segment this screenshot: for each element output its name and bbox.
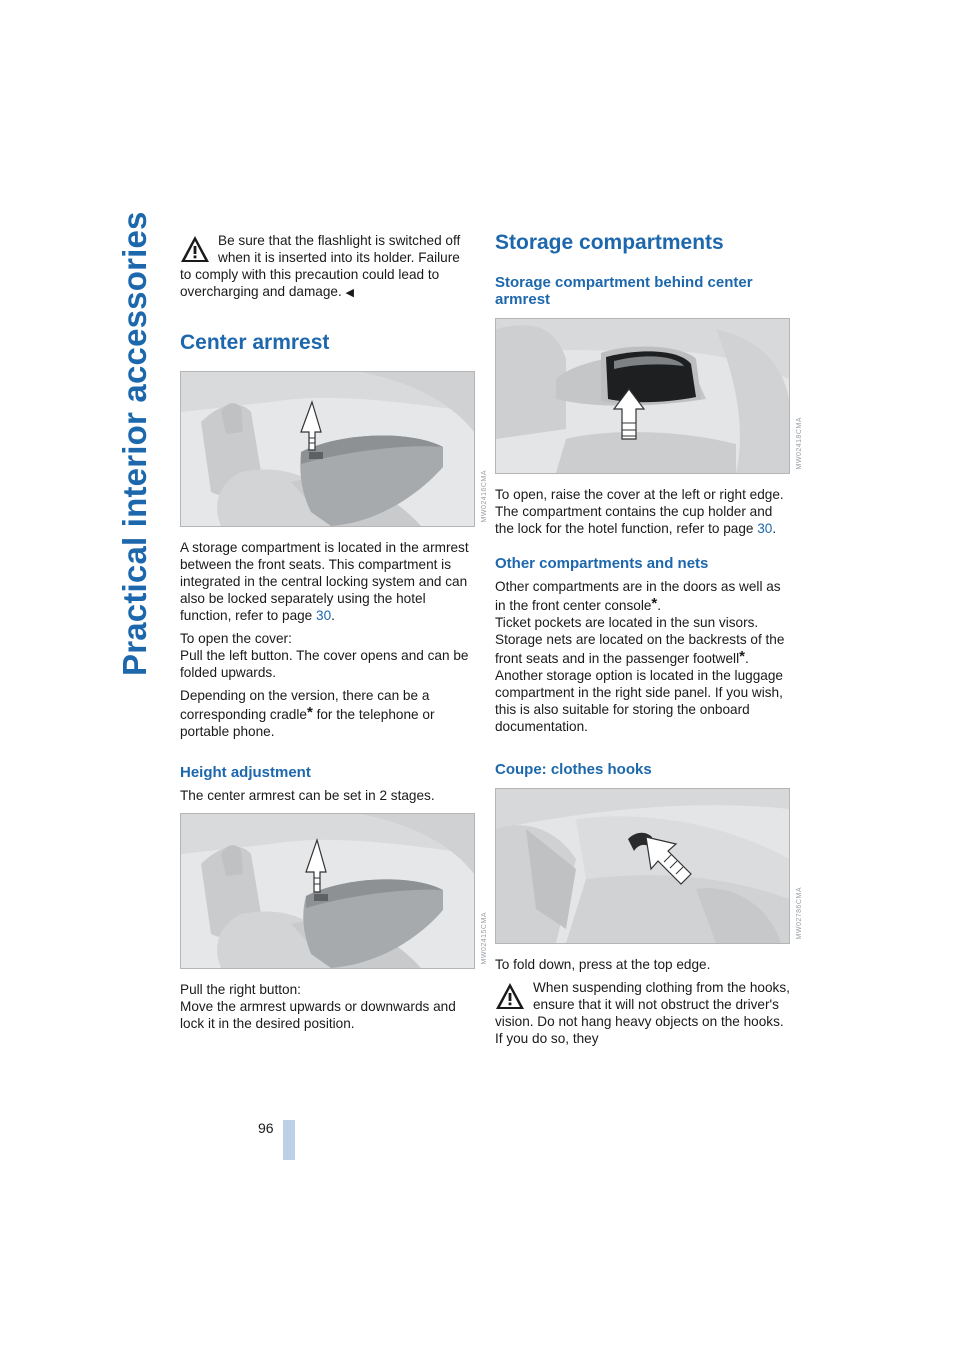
warning-triangle-icon [495,981,525,1011]
image-code: MW02418CMA [796,416,803,469]
optional-equipment-star: * [651,595,658,612]
warning-flashlight-text: Be sure that the flashlight is switched off when it is inserted into its holder. Failure to comply with this precaution could lead to overcharging and damage. [180,233,461,299]
image-clothes-hooks [495,788,803,944]
storage-illustration [496,319,789,473]
optional-equipment-star: * [739,648,745,665]
armrest-para2-line2: Pull the left button. The cover opens and can be folded upwards. [180,648,469,680]
other-line4: Another storage option is located in the luggage compartment in the right side panel. If you wish, this is also suitable for storing the onboard documentation. [495,668,783,734]
height-adjustment-illustration [181,814,474,968]
optional-equipment-star: * [306,704,313,721]
page-link-30[interactable]: 30 [316,608,332,623]
end-mark-icon: ◀ [345,287,354,299]
period: . [657,598,662,613]
other-line2: Ticket pockets are located in the sun visors. [495,615,759,630]
warning-clothes-hooks [495,977,790,1047]
page-link-30[interactable]: 30 [757,521,773,536]
heading-storage-compartments: Storage compartments [495,231,724,254]
armrest-para3-text1: Depending on the version, there can be a corresponding cradle [180,688,430,722]
armrest-para1-text: A storage compartment is located in the armrest between the front seats. This compartment is integrated in the central locking system and can also be locked separately using the hotel function, refer to page [180,540,469,623]
heading-other-compartments: Other compartments and nets [495,555,709,572]
image-height-adjustment [180,813,488,969]
armrest-illustration [181,372,474,526]
height-para-line1: Pull the right button: [180,982,301,997]
warning-triangle-icon [180,234,210,264]
image-code: MW02415CMA [481,911,488,964]
coupe-text: To fold down, press at the top edge. [495,957,711,972]
heading-height-adjustment: Height adjustment [180,764,311,781]
period: . [331,608,335,623]
image-center-armrest [180,371,488,527]
storage-text: To open, raise the cover at the left or right edge. The compartment contains the cup holder and the lock for the hotel function, refer to page [495,487,784,536]
height-adjustment-text: The center armrest can be set in 2 stages. [180,788,435,803]
heading-coupe-clothes-hooks: Coupe: clothes hooks [495,761,652,778]
clothes-hook-illustration [496,789,789,943]
page-number: 96 [258,1120,274,1136]
image-code: MW02416CMA [481,469,488,522]
image-code: MW02786CMA [796,886,803,939]
other-line1-text: Other compartments are in the doors as well as in the front center console [495,579,781,613]
heading-storage-behind-armrest: Storage compartment behind center armrest [495,274,753,308]
period: . [772,521,777,536]
warning-clothes-hooks-text: When suspending clothing from the hooks, ensure that it will not obstruct the driver's vision. Do not hang heavy objects on the hooks. If you do so, they [495,980,790,1046]
left-column [180,230,488,1032]
image-storage-behind-armrest [495,318,803,474]
page-bar [283,1120,295,1160]
side-section-title [108,0,158,680]
heading-center-armrest: Center armrest [180,331,330,354]
armrest-para2-line1: To open the cover: [180,631,292,646]
warning-flashlight [180,230,470,302]
armrest-para3-text2: for the telephone or portable phone. [180,707,435,739]
other-line3-text: Storage nets are located on the backrests of the front seats and in the passenger footwell [495,632,785,666]
period: . [744,651,749,666]
height-para-line2: Move the armrest upwards or downwards and lock it in the desired position. [180,999,456,1031]
side-title-text: Practical interior accessories [116,211,153,676]
right-column [495,230,803,1047]
